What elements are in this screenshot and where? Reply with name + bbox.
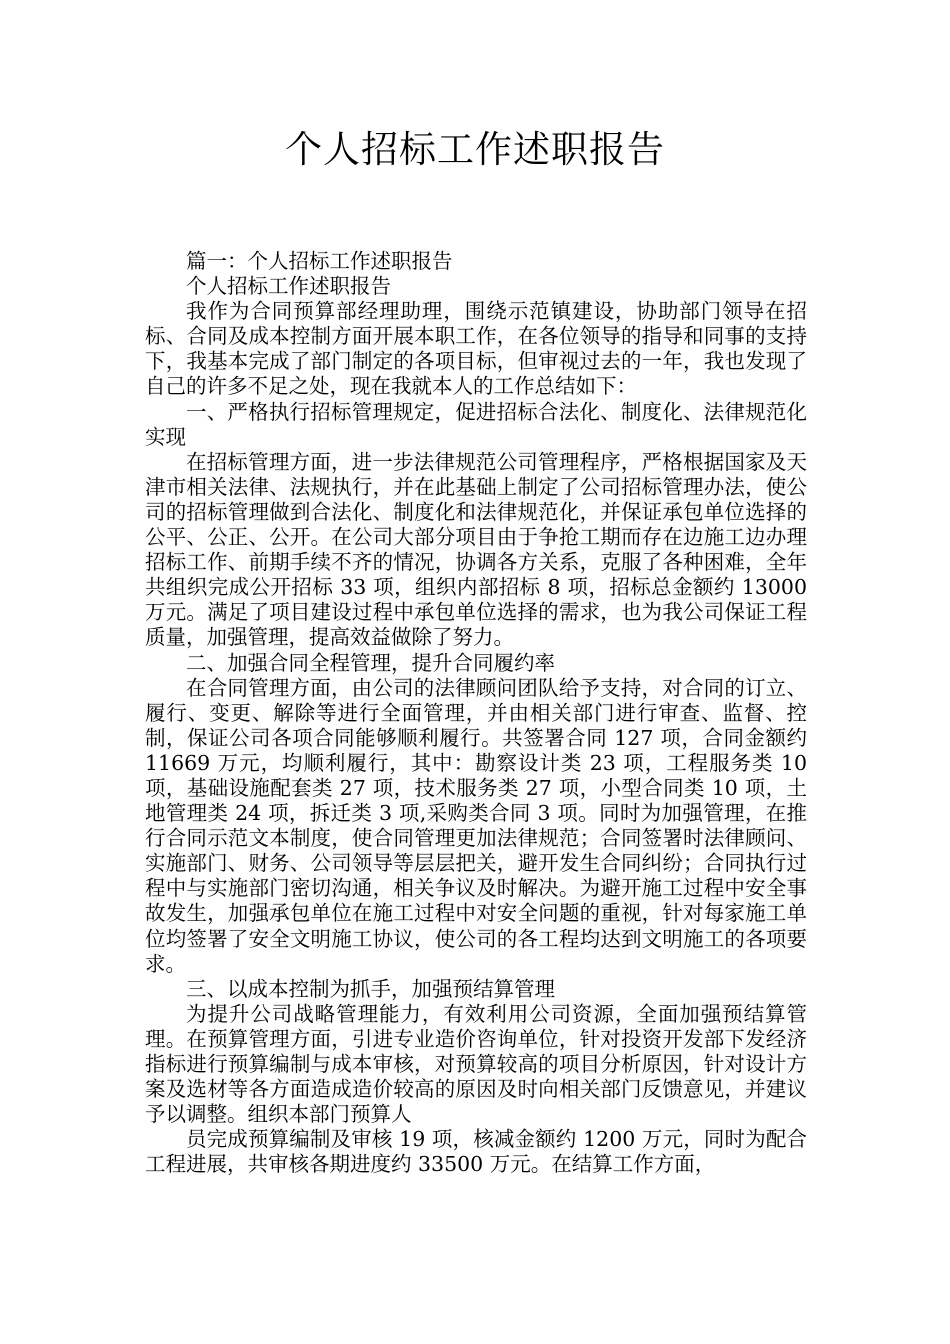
heading-part-two: 二、加强合同全程管理，提升合同履约率 [186, 650, 555, 675]
paragraph-intro: 我作为合同预算部经理助理，围绕示范镇建设，协助部门领导在招标、合同及成本控制方面开展本职工作，在各位领导的指导和同事的支持下，我基本完成了部门制定的各项目标，但审视过去的一年，我也发现了自己的许多不足之处，现在我就本人的工作总结如下： [145, 299, 807, 399]
paragraph-tender-management: 在招标管理方面，进一步法律规范公司管理程序，严格根据国家及天津市相关法律、法规执行，并在此基础上制定了公司招标管理办法，使公司的招标管理做到合法化、制度化和法律规范化，并保证承包单位选择的公平、公正、公开。在公司大部分项目由于争抢工期而存在边施工边办理招标工作、前期手续不齐的情况，协调各方关系，克服了各种困难，全年共组织完成公开招标 33 项，组织内部招标 8 项，招标总金额约 13000 万元。满足了项目建设过程中承包单位选择的需求，也为我公司保证工程质量，加强管理，提高效益做除了努力。 [145, 449, 807, 650]
paragraph-report-title: 个人招标工作述职报告 [186, 274, 391, 299]
document-title: 个人招标工作述职报告 [285, 128, 665, 171]
document-body [145, 249, 807, 1177]
paragraph-section-heading: 篇一：个人招标工作述职报告 [186, 249, 453, 273]
heading-part-one: 一、严格执行招标管理规定，促进招标合法化、制度化、法律规范化实现 [145, 399, 807, 449]
heading-part-three: 三、以成本控制为抓手，加强预结算管理 [186, 976, 555, 1001]
paragraph-budget-continued: 员完成预算编制及审核 19 项，核减金额约 1200 万元，同时为配合工程进展，共审核各期进度约 33500 万元。在结算工作方面， [145, 1127, 807, 1177]
paragraph-contract-management: 在合同管理方面，由公司的法律顾问团队给予支持，对合同的订立、履行、变更、解除等进行全面管理，并由相关部门进行审查、监督、控制，保证公司各项合同能够顺利履行。共签署合同 127 项，合同金额约 11669 万元，均顺利履行，其中：勘察设计类 23 项，工程服务类 10 项，基础设施配套类 27 项，技术服务类 27 项，小型合同类 10 项，土地管理类 24 项，拆迁类 3 项,采购类合同 3 项。同时为加强管理，在推行合同示范文本制度，使合同管理更加法律规范；合同签署时法律顾问、实施部门、财务、公司领导等层层把关，避开发生合同纠纷；合同执行过程中与实施部门密切沟通，相关争议及时解决。为避开施工过程中安全事故发生，加强承包单位在施工过程中对安全问题的重视，针对每家施工单位均签署了安全文明施工协议，使公司的各工程均达到文明施工的各项要求。 [145, 675, 807, 976]
paragraph-budget-management: 为提升公司战略管理能力，有效利用公司资源，全面加强预结算管理。在预算管理方面，引进专业造价咨询单位，针对投资开发部下发经济指标进行预算编制与成本审核，对预算较高的项目分析原因，针对设计方案及选材等各方面造成造价较高的原因及时向相关部门反馈意见，并建议予以调整。组织本部门预算人 [145, 1001, 807, 1127]
